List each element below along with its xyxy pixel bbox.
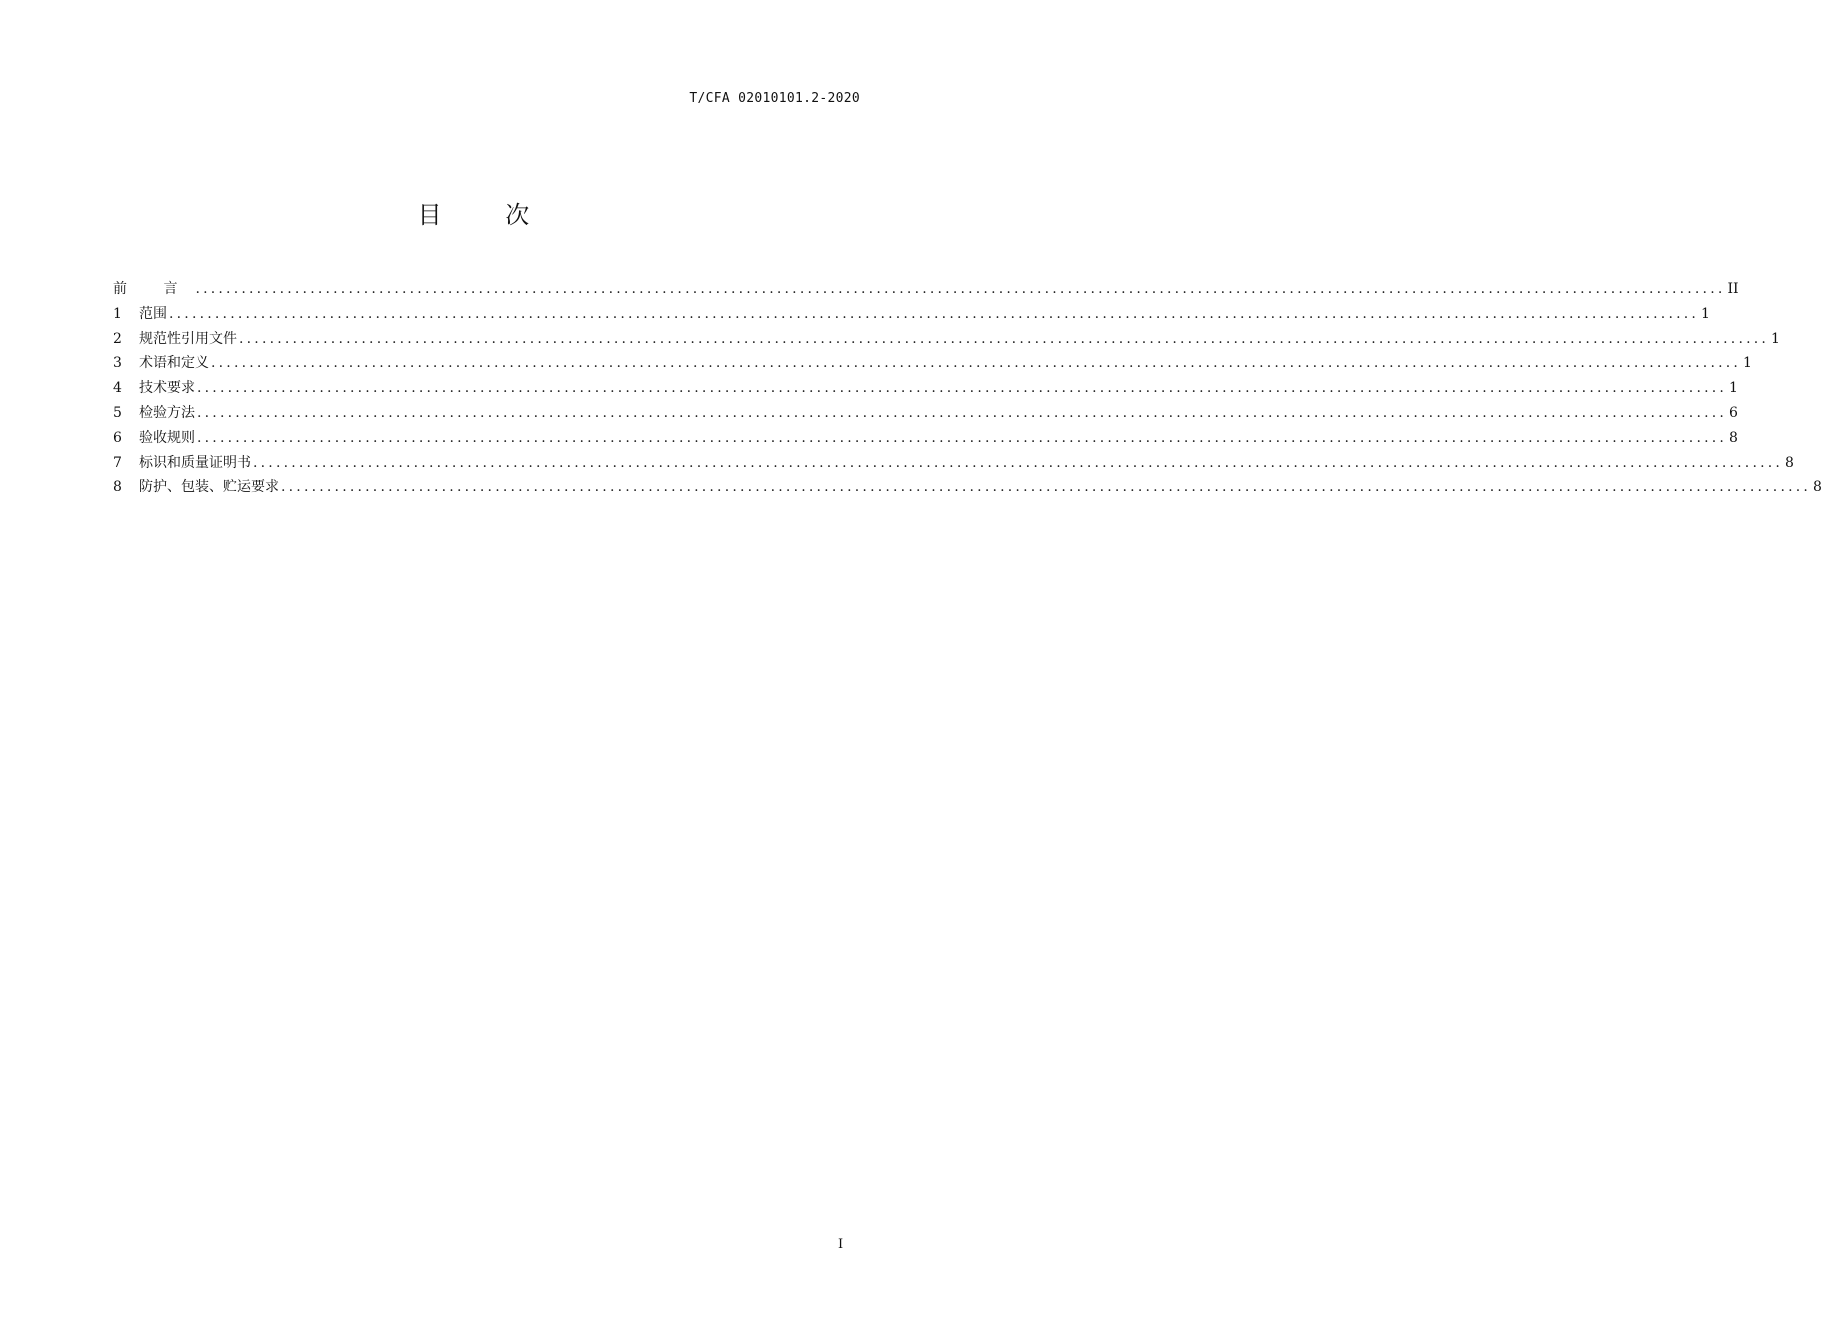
toc-leader-dots: ........................................................................................................................................................................................................ <box>197 380 1728 397</box>
toc-entry-label: 检验方法 <box>139 404 195 421</box>
toc-entry-page: 8 <box>1729 429 1738 446</box>
toc-entry-page: 8 <box>1813 479 1822 496</box>
toc-title: 目 次 <box>417 201 558 229</box>
document-code: T/CFA 02010101.2-2020 <box>689 91 860 106</box>
toc-entry-marking-certificate[interactable] <box>113 451 1794 476</box>
table-of-contents <box>113 277 1822 500</box>
toc-entry-acceptance-rules[interactable] <box>113 426 1738 451</box>
toc-entry-number: 4 <box>113 380 122 397</box>
toc-entry-label: 防护、包装、贮运要求 <box>139 479 279 496</box>
toc-entry-normative-references[interactable] <box>113 327 1780 352</box>
toc-entry-page: 1 <box>1771 330 1780 347</box>
toc-entry-page: 8 <box>1785 454 1794 471</box>
toc-leader-dots: ........................................................................................................................................................................................................ <box>239 330 1770 347</box>
toc-entry-label: 术语和定义 <box>139 355 209 372</box>
toc-entry-page: 1 <box>1729 380 1738 397</box>
toc-entry-protection-packaging[interactable] <box>113 475 1822 500</box>
toc-entry-terms-definitions[interactable] <box>113 351 1752 376</box>
toc-entry-label: 范围 <box>139 305 167 322</box>
toc-entry-test-methods[interactable] <box>113 401 1738 426</box>
toc-entry-page: II <box>1727 281 1739 297</box>
toc-leader-dots: ........................................................................................................................................................................................................ <box>281 479 1812 496</box>
toc-entry-technical-requirements[interactable] <box>113 376 1738 401</box>
toc-leader-dots: ........................................................................................................................................................................................................ <box>211 355 1742 372</box>
toc-entry-number: 3 <box>113 355 122 372</box>
toc-leader-dots: ........................................................................................................................................................................................................ <box>169 305 1700 322</box>
toc-entry-label: 前 言 <box>113 281 194 297</box>
toc-entry-page: 1 <box>1701 305 1710 322</box>
toc-entry-label: 标识和质量证明书 <box>139 454 251 471</box>
toc-entry-number: 8 <box>113 479 122 496</box>
toc-entry-label: 规范性引用文件 <box>139 330 237 347</box>
toc-entry-scope[interactable] <box>113 302 1710 327</box>
toc-entry-page: 6 <box>1729 404 1738 421</box>
toc-leader-dots: ........................................................................................................................................................................................................ <box>197 429 1728 446</box>
toc-leader-dots: ........................................................................................................................................................................................................ <box>197 404 1728 421</box>
toc-entry-label: 技术要求 <box>139 380 195 397</box>
toc-entry-page: 1 <box>1743 355 1752 372</box>
page-number: I <box>838 1237 844 1252</box>
toc-entry-number: 5 <box>113 404 122 421</box>
toc-entry-number: 1 <box>113 305 122 322</box>
toc-entry-number: 6 <box>113 429 122 446</box>
toc-entry-preface[interactable] <box>113 277 1739 302</box>
toc-leader-dots: ........................................................................................................................................................................................................ <box>195 281 1726 297</box>
toc-leader-dots: ........................................................................................................................................................................................................ <box>253 454 1784 471</box>
toc-entry-label: 验收规则 <box>139 429 195 446</box>
toc-entry-number: 2 <box>113 330 122 347</box>
toc-entry-number: 7 <box>113 454 122 471</box>
